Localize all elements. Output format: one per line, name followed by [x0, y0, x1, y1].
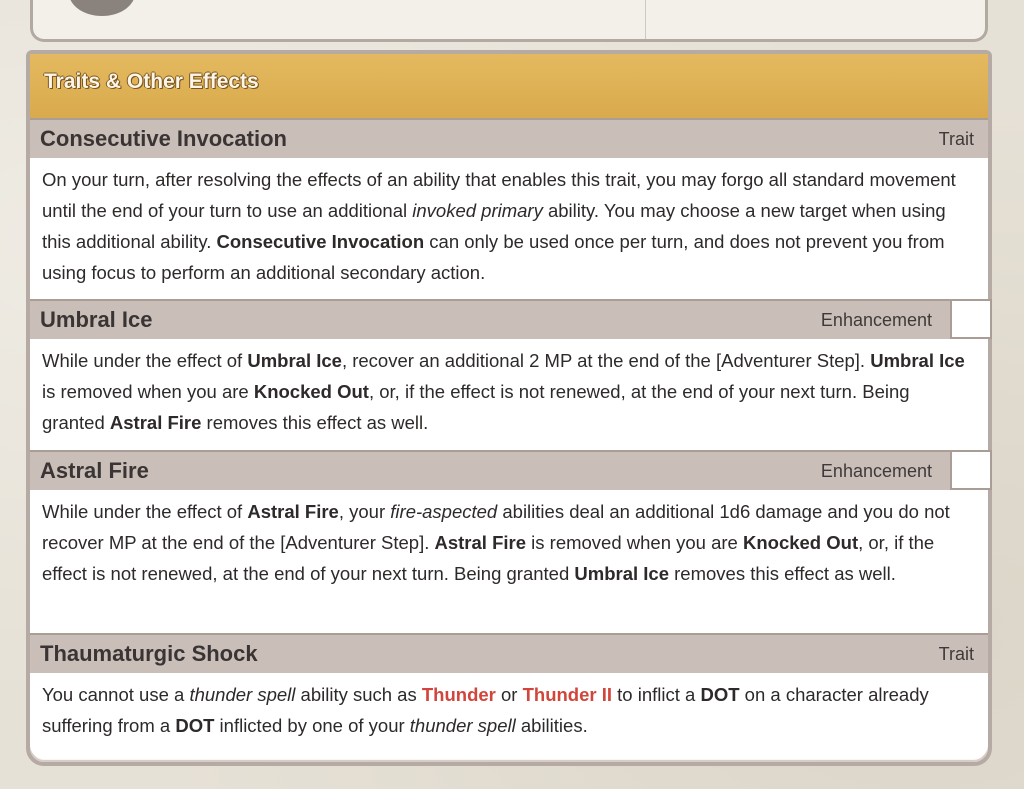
- entry-name: Thaumaturgic Shock: [40, 641, 258, 666]
- bold-term: Consecutive Invocation: [216, 231, 425, 252]
- entry-name: Umbral Ice: [40, 307, 153, 332]
- enhancement-checkbox[interactable]: [950, 299, 992, 339]
- entry-body: [30, 158, 988, 299]
- entry-name: Consecutive Invocation: [40, 126, 287, 151]
- italic-term: thunder spell: [409, 715, 516, 736]
- entry-body: [30, 490, 988, 633]
- entry-consecutive-invocation: [30, 118, 988, 299]
- body-text: , or, if the effect is not renewed, at the end of your next turn. Being granted: [42, 381, 910, 433]
- panel-title: Traits & Other Effects: [44, 70, 259, 93]
- body-text: removes this effect as well.: [201, 412, 429, 433]
- bold-term: Astral Fire: [247, 501, 339, 522]
- body-text: ability. You may choose a new target when using this additional ability.: [42, 200, 946, 252]
- panel-header: [30, 54, 988, 120]
- entry-thaumaturgic-shock: [30, 633, 988, 759]
- body-text: , or, if the effect is not renewed, at the end of your next turn. Being granted: [42, 532, 935, 584]
- previous-panel-edge: [30, 0, 988, 42]
- body-text: , recover an additional 2 MP at the end of the [Adventurer Step].: [341, 350, 871, 371]
- entry-type: Enhancement: [820, 461, 932, 481]
- bold-term: Knocked Out: [253, 381, 369, 402]
- entry-body: [30, 339, 988, 450]
- body-text: is removed when you are: [42, 381, 254, 402]
- body-text: removes this effect as well.: [669, 563, 896, 584]
- body-text: , your: [338, 501, 391, 522]
- bold-term: Astral Fire: [109, 412, 202, 433]
- enhancement-checkbox[interactable]: [950, 450, 992, 490]
- bold-term: Umbral Ice: [247, 350, 342, 371]
- bold-term: Astral Fire: [434, 532, 527, 553]
- italic-term: fire-aspected: [390, 501, 498, 522]
- body-text: abilities deal an additional 1d6 damage and you do not recover MP at the end of the [Adventurer Step].: [42, 501, 950, 553]
- entry-body: [30, 673, 988, 759]
- ability-name: Thunder II: [522, 684, 613, 705]
- bold-term: DOT: [700, 684, 740, 705]
- ability-name: Thunder: [421, 684, 496, 705]
- italic-term: thunder spell: [189, 684, 296, 705]
- bold-term: DOT: [175, 715, 215, 736]
- entry-header: [30, 299, 988, 339]
- entry-header: [30, 450, 988, 490]
- body-text: You cannot use a: [42, 684, 190, 705]
- traits-panel: [26, 50, 992, 766]
- body-text: can only be used once per turn, and does not prevent you from using focus to perform an additional secondary action.: [42, 231, 945, 283]
- body-text: to inflict a: [612, 684, 701, 705]
- bold-term: Knocked Out: [742, 532, 859, 553]
- body-text: abilities.: [515, 715, 588, 736]
- body-text: on a character already suffering from a: [42, 684, 929, 736]
- bold-term: Umbral Ice: [574, 563, 669, 584]
- body-text: While under the effect of: [42, 350, 248, 371]
- body-text: inflicted by one of your: [214, 715, 410, 736]
- entry-type: Enhancement: [820, 310, 932, 330]
- body-text: is removed when you are: [526, 532, 743, 553]
- icon-blob: [69, 0, 135, 16]
- body-text: While under the effect of: [42, 501, 248, 522]
- italic-term: invoked primary: [412, 200, 543, 221]
- entry-umbral-ice: [30, 299, 988, 450]
- entry-header: [30, 118, 988, 158]
- body-text: ability such as: [295, 684, 422, 705]
- entry-header: [30, 633, 988, 673]
- entry-astral-fire: [30, 450, 988, 633]
- panel-divider: [645, 0, 646, 39]
- body-text: or: [495, 684, 523, 705]
- entry-type: Trait: [938, 644, 974, 664]
- entry-type: Trait: [938, 129, 974, 149]
- entry-name: Astral Fire: [40, 458, 149, 483]
- body-text: On your turn, after resolving the effects of an ability that enables this trait, you may forgo all standard movement until the end of your turn to use an additional: [42, 169, 956, 221]
- bold-term: Umbral Ice: [870, 350, 965, 371]
